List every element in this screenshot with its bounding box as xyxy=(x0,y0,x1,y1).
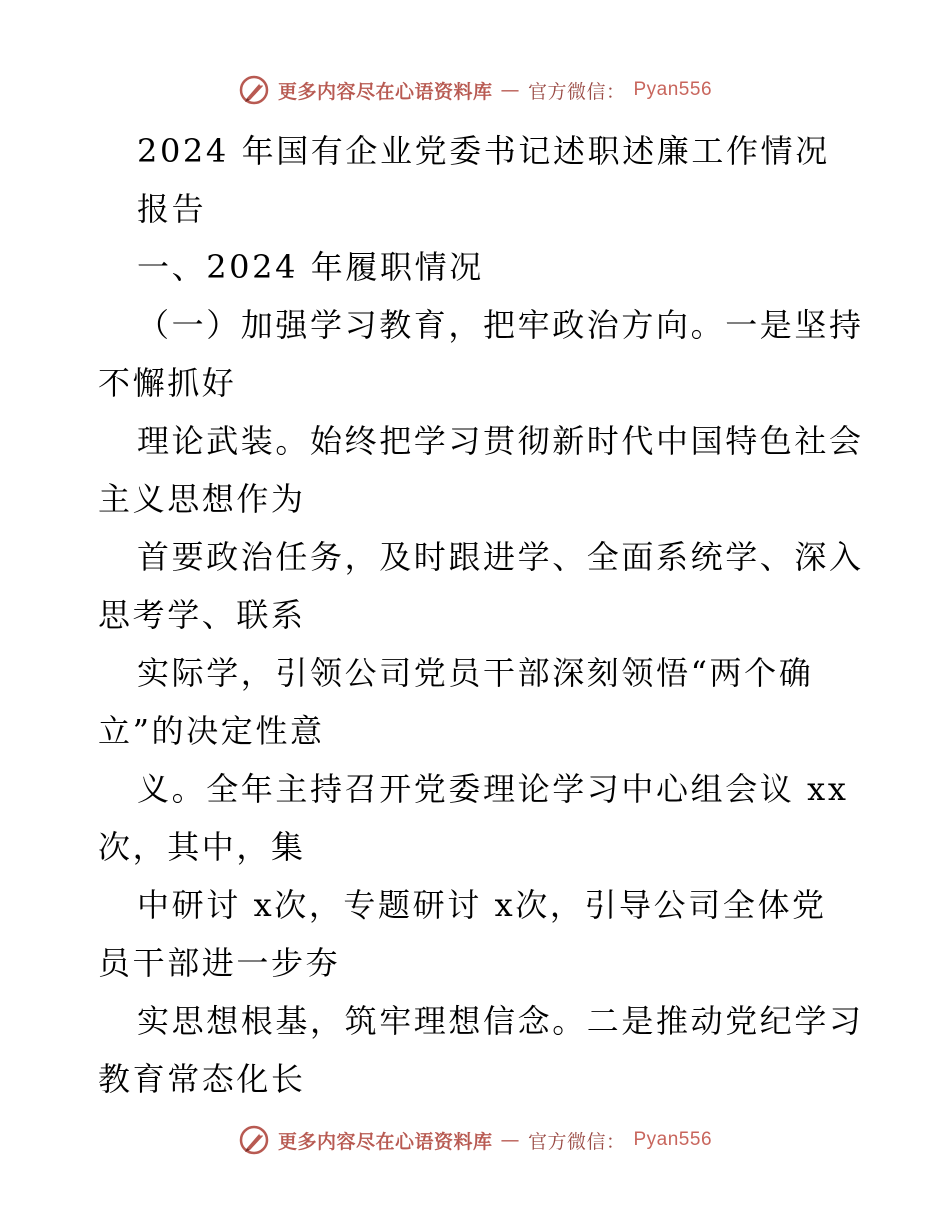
watermark-main-text: 更多内容尽在心语资料库 xyxy=(277,80,493,103)
doc-title-line-2: 报告 xyxy=(137,190,207,228)
watermark-wechat-id: Pyan556 xyxy=(633,79,713,100)
paragraph-line: 首要政治任务，及时跟进学、全面系统学、深入 xyxy=(137,538,864,576)
watermark-official-label: 官方微信： xyxy=(527,80,626,103)
paragraph-line: 员干部进一步夯 xyxy=(98,944,341,982)
paragraph-line: 主义思想作为 xyxy=(98,480,306,518)
doc-title-line-1: 2024 年国有企业党委书记述职述廉工作情况 xyxy=(137,132,830,170)
paragraph-line: 立”的决定性意 xyxy=(98,712,325,750)
watermark-dash: — xyxy=(500,79,520,101)
paragraph-line: 中研讨 x次，专题研讨 x次，引导公司全体党 xyxy=(137,886,827,924)
document-body xyxy=(98,122,888,1108)
paragraph-line: （一）加强学习教育，把牢政治方向。一是坚持 xyxy=(137,306,864,344)
watermark-header xyxy=(0,70,950,110)
paragraph-line: 义。全年主持召开党委理论学习中心组会议 xx xyxy=(137,770,849,808)
paragraph-line: 实际学，引领公司党员干部深刻领悟“两个确 xyxy=(137,654,814,692)
pen-logo-icon xyxy=(238,1124,270,1156)
watermark-wechat-id: Pyan556 xyxy=(633,1129,713,1150)
watermark-footer xyxy=(0,1120,950,1160)
paragraph-line: 次，其中，集 xyxy=(98,828,306,866)
watermark-dash: — xyxy=(500,1129,520,1151)
pen-logo-icon xyxy=(238,74,270,106)
watermark-main-text: 更多内容尽在心语资料库 xyxy=(277,1130,493,1153)
paragraph-line: 理论武装。始终把学习贯彻新时代中国特色社会 xyxy=(137,422,864,460)
paragraph-line: 思考学、联系 xyxy=(98,596,306,634)
paragraph-line: 不懈抓好 xyxy=(98,364,237,402)
paragraph-line: 教育常态化长 xyxy=(98,1060,306,1098)
watermark-official-label: 官方微信： xyxy=(527,1130,626,1153)
section-heading: 一、2024 年履职情况 xyxy=(137,248,484,286)
paragraph-line: 实思想根基，筑牢理想信念。二是推动党纪学习 xyxy=(137,1002,864,1040)
